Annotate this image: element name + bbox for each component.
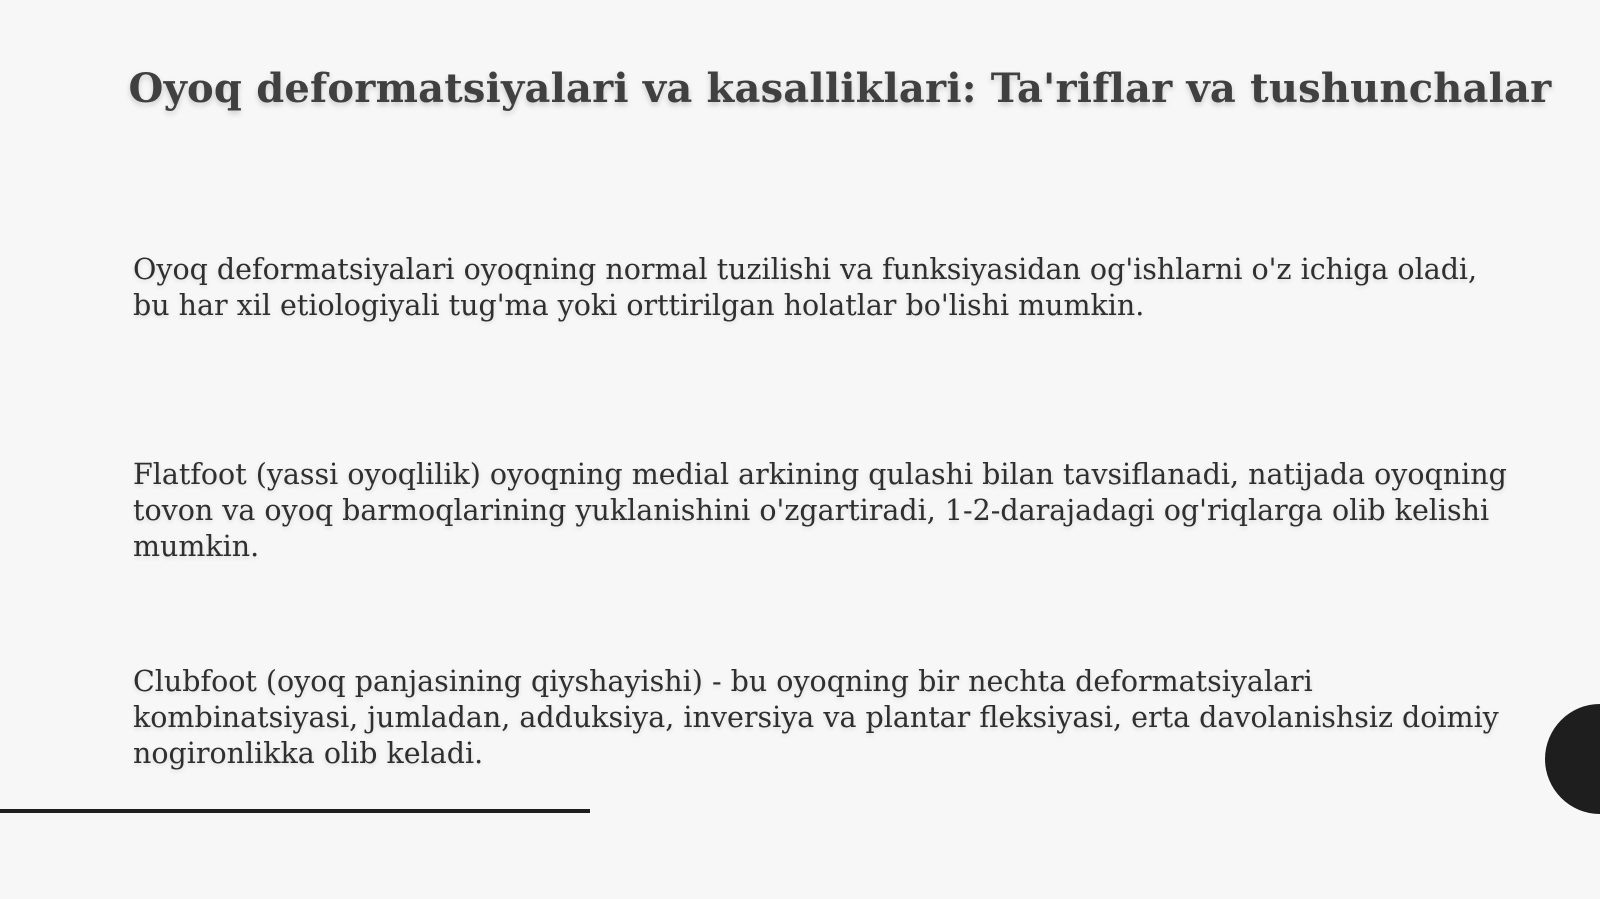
slide-title: Oyoq deformatsiyalari va kasalliklari: Ta'riflar va tushunchalar [128,65,1552,112]
decorative-divider-line [0,809,590,813]
paragraph-foot-deformities: Oyoq deformatsiyalari oyoqning normal tuzilishi va funksiyasidan og'ishlarni o'z ichiga oladi, bu har xil etiologiyali tug'ma yoki orttirilgan holatlar bo'lishi mumkin. [133,253,1478,322]
paragraph-flatfoot: Flatfoot (yassi oyoqlilik) oyoqning medial arkining qulashi bilan tavsiflanadi, natijada oyoqning tovon va oyoq barmoqlarining yuklanishini o'zgartiradi, 1-2-darajadagi og'riqlarga olib kelishi mumkin. [133,458,1507,563]
paragraph-clubfoot: Clubfoot (oyoq panjasining qiyshayishi) - bu oyoqning bir nechta deformatsiyalari kombinatsiyasi, jumladan, adduksiya, inversiya va plantar fleksiyasi, erta davolanishsiz doimiy nogironlikka olib keladi. [133,665,1499,770]
decorative-half-circle [1545,704,1600,814]
